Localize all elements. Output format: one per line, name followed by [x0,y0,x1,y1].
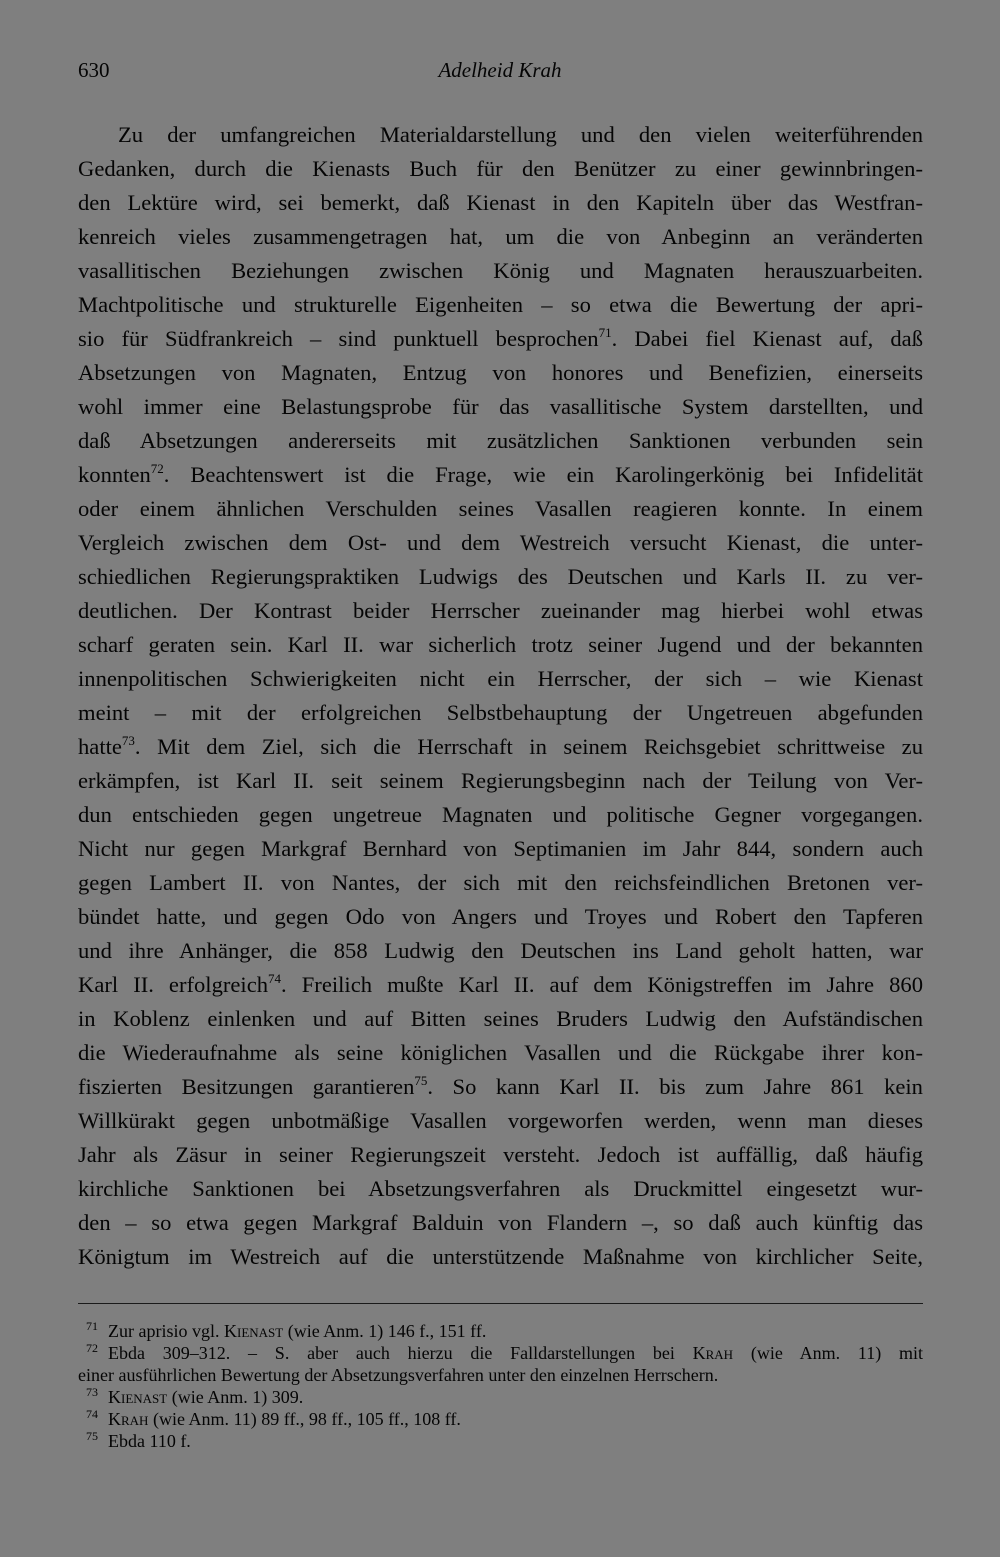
text-line: sio für Südfrankreich – sind punktuell besprochen$^{71}$. Dabei fiel Kienast auf, daß [78,325,923,351]
text-line: konnten$^{72}$. Beachtenswert ist die Frage, wie ein Karolingerkönig bei Infidelität [78,461,923,487]
text-line: in Koblenz einlenken und auf Bitten seines Bruders Ludwig den Aufständischen [78,1006,923,1031]
body-text [78,118,923,1274]
text-line: schiedlichen Regierungspraktiken Ludwigs des Deutschen und Karls II. zu ver- [78,564,923,589]
page-number: 630 [78,58,110,82]
text-line: deutlichen. Der Kontrast beider Herrscher zueinander mag hierbei wohl etwas [78,598,923,623]
text-line: den Lektüre wird, sei bemerkt, daß Kienast in den Kapiteln über das Westfran- [78,190,923,215]
text-line: Zu der umfangreichen Materialdarstellung und den vielen weiterführenden [118,122,923,147]
text-line: die Wiederaufnahme als seine königlichen Vasallen und die Rückgabe ihrer kon- [78,1040,923,1065]
text-line: kirchliche Sanktionen bei Absetzungsverfahren als Druckmittel eingesetzt wur- [78,1176,923,1201]
text-line: Willkürakt gegen unbotmäßige Vasallen vorgeworfen werden, wenn man dieses [78,1108,923,1133]
footnote-mark[interactable]: 72 [150,461,164,476]
text-line: gegen Lambert II. von Nantes, der sich mit den reichsfeindlichen Bretonen ver- [78,870,923,895]
footnote-mark[interactable]: 74 [268,971,282,986]
text-line: Absetzungen von Magnaten, Entzug von honores und Benefizien, einerseits [78,360,923,385]
text-line: kenreich vieles zusammengetragen hat, um die von Anbeginn an veränderten [78,224,923,249]
text-line: und ihre Anhänger, die 858 Ludwig den Deutschen ins Land geholt hatten, war [78,938,923,963]
text-line: dun entschieden gegen ungetreue Magnaten und politische Gegner vorgegangen. [78,802,923,827]
footnote: $^{71}$ Zur aprisio vgl. Kienast (wie Anm. 1) 146 f., 151 ff. [86,1319,487,1341]
text-line: oder einem ähnlichen Verschulden seines Vasallen reagieren konnte. In einem [78,496,923,521]
footnote-divider [78,1303,923,1304]
text-line: Nicht nur gegen Markgraf Bernhard von Septimanien im Jahr 844, sondern auch [78,836,923,861]
footnote-mark[interactable]: 73 [121,733,135,748]
text-line: erkämpfen, ist Karl II. seit seinem Regierungsbeginn nach der Teilung von Ver- [78,768,923,793]
text-line: Vergleich zwischen dem Ost- und dem Westreich versucht Kienast, die unter- [78,530,923,555]
text-line: meint – mit der erfolgreichen Selbstbehauptung der Ungetreuen abgefunden [78,700,923,725]
footnotes [78,1320,923,1452]
footnote: $^{73}$ Kienast (wie Anm. 1) 309. [86,1385,304,1407]
text-line: hatte$^{73}$. Mit dem Ziel, sich die Herrschaft in seinem Reichsgebiet schrittweise zu [78,733,923,759]
text-line: Karl II. erfolgreich$^{74}$. Freilich mußte Karl II. auf dem Königstreffen im Jahre 860 [78,971,923,997]
text-line: wohl immer eine Belastungsprobe für das vasallitische System darstellten, und [78,394,923,419]
text-line: Jahr als Zäsur in seiner Regierungszeit versteht. Jedoch ist auffällig, daß häufig [78,1142,923,1167]
running-head: Adelheid Krah [438,58,562,82]
text-line: Machtpolitische und strukturelle Eigenheiten – so etwa die Bewertung der apri- [78,292,923,317]
footnote: $^{75}$ Ebda 110 f. [86,1429,191,1451]
text-line: Gedanken, durch die Kienasts Buch für den Benützer zu einer gewinnbringen- [78,156,923,181]
text-line: daß Absetzungen andererseits mit zusätzlichen Sanktionen verbunden sein [78,428,923,453]
footnote: $^{74}$ Krah (wie Anm. 11) 89 ff., 98 ff., 105 ff., 108 ff. [86,1407,461,1429]
text-line: scharf geraten sein. Karl II. war sicherlich trotz seiner Jugend und der bekannten [78,632,923,657]
text-line: fiszierten Besitzungen garantieren$^{75}$. So kann Karl II. bis zum Jahre 861 kein [78,1073,923,1099]
footnote-mark[interactable]: 75 [414,1073,428,1088]
footnote: $^{72}$ Ebda 309–312. – S. aber auch hierzu die Falldarstellungen bei Krah (wie Anm. 11) mit [86,1341,923,1363]
text-line: den – so etwa gegen Markgraf Balduin von Flandern –, so daß auch künftig das [78,1210,923,1235]
text-line: bündet hatte, und gegen Odo von Angers und Troyes und Robert den Tapferen [78,904,923,929]
text-line: vasallitischen Beziehungen zwischen König und Magnaten herauszuarbeiten. [78,258,923,283]
footnote-continuation: einer ausführlichen Bewertung der Absetzungsverfahren unter den einzelnen Herrschern. [78,1365,719,1385]
text-line: innenpolitischen Schwierigkeiten nicht ein Herrscher, der sich – wie Kienast [78,666,923,691]
text-line: Königtum im Westreich auf die unterstützende Maßnahme von kirchlicher Seite, [78,1244,923,1269]
footnote-mark[interactable]: 71 [598,325,612,340]
